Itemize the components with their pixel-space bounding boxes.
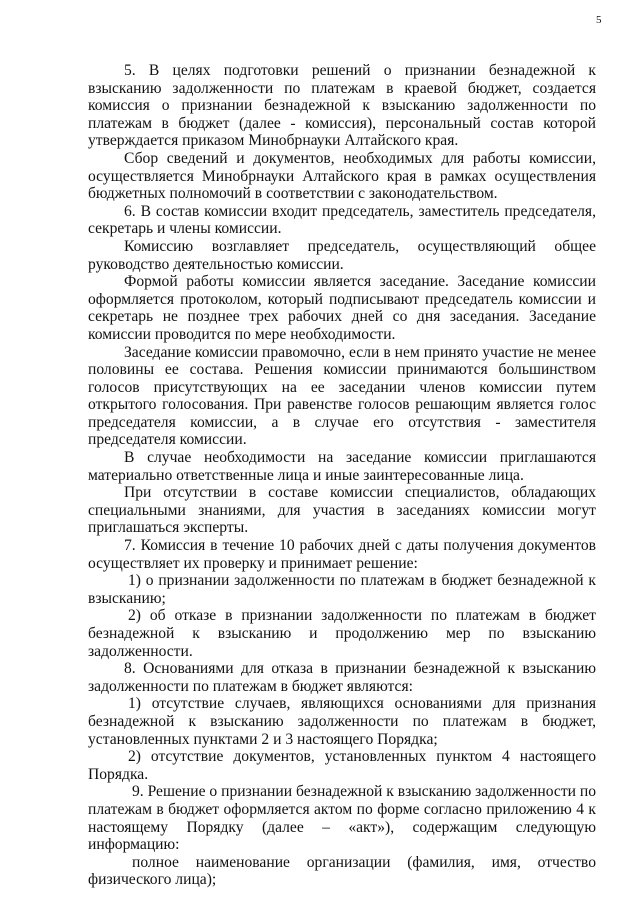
- paragraph-9-organization-name: полное наименование организации (фамилия, имя, отчество физического лица);: [88, 853, 596, 889]
- paragraph-8-item-2: 2) отсутствие документов, установленных пунктом 4 настоящего Порядка.: [88, 748, 596, 783]
- paragraph-9-act: 9. Решение о признании безнадежной к взысканию задолженности по платежам в бюджет оформляется актом по форме согласно приложению 4 к настоящему Порядку (далее – «акт»), содержащим следующую информацию:: [88, 783, 597, 854]
- paragraph-8-item-1: 1) отсутствие случаев, являющихся основаниями для признания безнадежной к взысканию задолженности по платежам в бюджет, установленных пунктами 2 и 3 настоящего Порядка;: [88, 695, 596, 748]
- paragraph-meeting-form: Формой работы комиссии является заседание. Заседание комиссии оформляется протоколом, который подписывают председатель комиссии и секретарь не позднее трех рабочих дней со дня заседания. Заседание комиссии проводится по мере необходимости.: [88, 273, 596, 343]
- paragraph-invited-persons: В случае необходимости на заседание комиссии приглашаются материально ответственные лица и иные заинтересованные лица.: [88, 449, 596, 484]
- paragraph-chairman: Комиссию возглавляет председатель, осуществляющий общее руководство деятельностью комиссии.: [88, 237, 596, 273]
- paragraph-quorum: Заседание комиссии правомочно, если в нем принято участие не менее половины ее состава. Решения комиссии принимаются большинством голосов присутствующих на ее заседании членов комиссии путем открытого голосования. При равенстве голосов решающим является голос председателя комиссии, а в случае его отсутствия - заместителя председателя комиссии.: [88, 343, 596, 449]
- document-body: [88, 62, 596, 889]
- paragraph-7-item-2: 2) об отказе в признании задолженности по платежам в бюджет безнадежной к взысканию и продолжению мер по взысканию задолженности.: [88, 607, 596, 660]
- paragraph-experts: При отсутствии в составе комиссии специалистов, обладающих специальными знаниями, для участия в заседаниях комиссии могут приглашаться эксперты.: [88, 484, 596, 537]
- page-number: 5: [596, 14, 602, 26]
- paragraph-5-commission-creation: 5. В целях подготовки решений о признании безнадежной к взысканию задолженности по платежам в краевой бюджет, создается комиссия о признании безнадежной к взысканию задолженности по платежам в бюджет (далее - комиссия), персональный состав которой утверждается приказом Минобрнауки Алтайского края.: [88, 62, 596, 150]
- paragraph-8-refusal-grounds: 8. Основаниями для отказа в признании безнадежной к взысканию задолженности по платежам в бюджет являются:: [88, 660, 596, 695]
- paragraph-7-decision: 7. Комиссия в течение 10 рабочих дней с даты получения документов осуществляет их проверку и принимает решение:: [88, 537, 596, 572]
- paragraph-data-collection: Сбор сведений и документов, необходимых для работы комиссии, осуществляется Минобрнауки Алтайского края в рамках осуществления бюджетных полномочий в соответствии с законодательством.: [88, 149, 596, 203]
- paragraph-7-item-1: 1) о признании задолженности по платежам в бюджет безнадежной к взысканию;: [88, 572, 596, 607]
- paragraph-6-composition: 6. В состав комиссии входит председатель, заместитель председателя, секретарь и члены комиссии.: [88, 202, 596, 238]
